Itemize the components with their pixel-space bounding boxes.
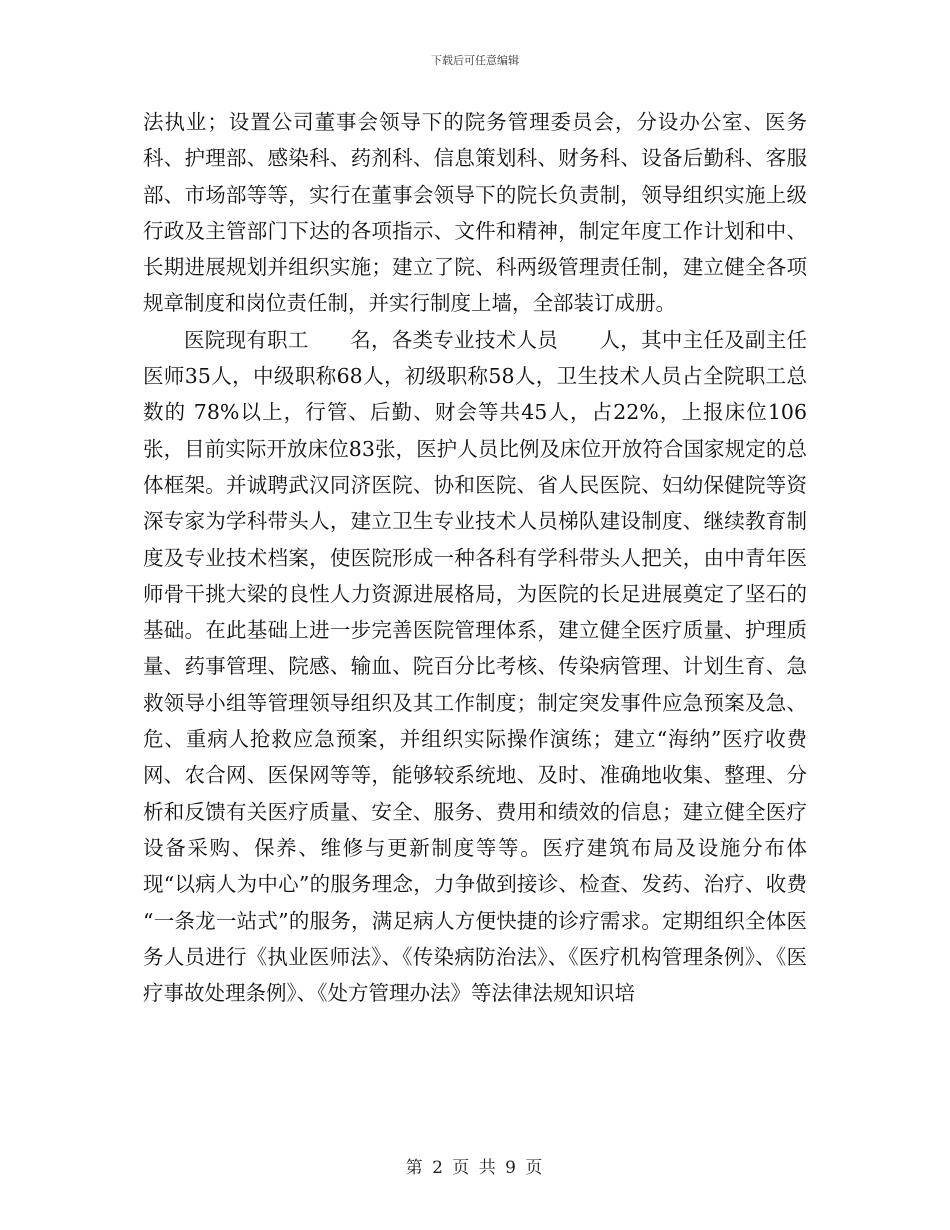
- document-body: [143, 104, 807, 1011]
- page-number: 第 2 页 共 9 页: [405, 1158, 545, 1178]
- paragraph-staff: 医院现有职工 名，各类专业技术人员 人，其中主任及副主任医师35人，中级职称68人，初级职称58人，卫生技术人员占全院职工总数的 78%以上，行管、后勤、财会等共45人，占22%，上报床位106张，目前实际开放床位83张，医护人员比例及床位开放符合国家规定的总体框架。并诚聘武汉同济医院、协和医院、省人民医院、妇幼保健院等资深专家为学科带头人，建立卫生专业技术人员梯队建设制度、继续教育制度及专业技术档案，使医院形成一种各科有学科带头人把关，由中青年医师骨干挑大梁的良性人力资源进展格局，为医院的长足进展奠定了坚石的基础。在此基础上进一步完善医院管理体系，建立健全医疗质量、护理质量、药事管理、院感、输血、院百分比考核、传染病管理、计划生育、急救领导小组等管理领导组织及其工作制度；制定突发事件应急预案及急、危、重病人抢救应急预案，并组织实际操作演练；建立“海纳”医疗收费网、农合网、医保网等等，能够较系统地、及时、准确地收集、整理、分析和反馈有关医疗质量、安全、服务、费用和绩效的信息；建立健全医疗设备采购、保养、维修与更新制度等等。医疗建筑布局及设施分布体现“以病人为中心”的服务理念，力争做到接诊、检查、发药、治疗、收费 “一条龙一站式”的服务，满足病人方便快捷的诊疗需求。定期组织全体医务人员进行《执业医师法》、《传染病防治法》、《医疗机构管理条例》、《医疗事故处理条例》、《处方管理办法》等法律法规知识培: [143, 327, 807, 1006]
- page-header: 下载后可任意编辑: [431, 54, 519, 67]
- paragraph-continuation: 法执业；设置公司董事会领导下的院务管理委员会，分设办公室、医务科、护理部、感染科、药剂科、信息策划科、财务科、设备后勤科、客服部、市场部等等，实行在董事会领导下的院长负责制，领导组织实施上级行政及主管部门下达的各项指示、文件和精神，制定年度工作计划和中、长期进展规划并组织实施；建立了院、科两级管理责任制，建立健全各项规章制度和岗位责任制，并实行制度上墙，全部装订成册。: [143, 110, 807, 316]
